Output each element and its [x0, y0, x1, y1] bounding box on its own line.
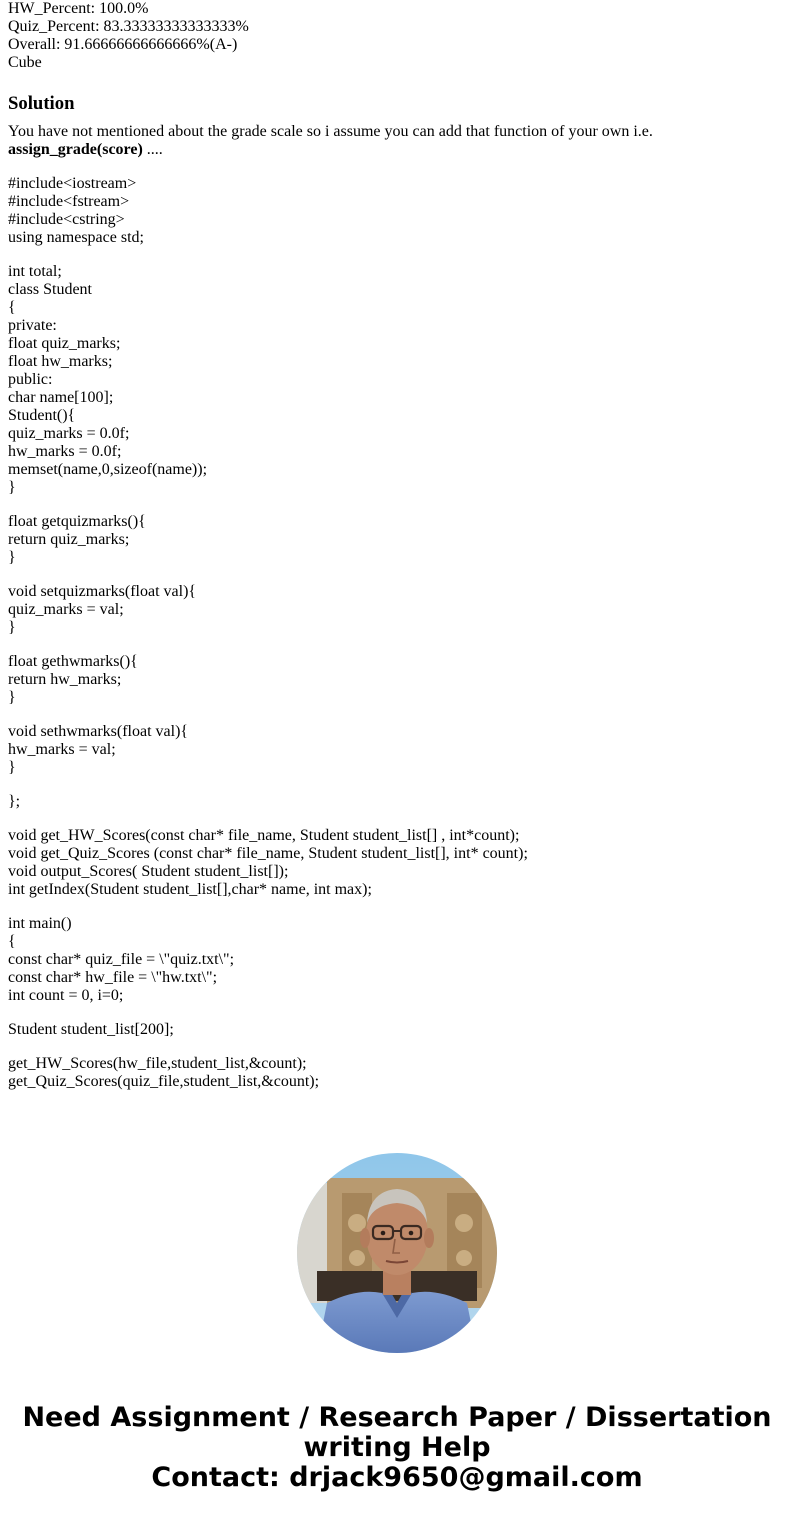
code-line: void setquizmarks(float val){ — [8, 583, 197, 600]
code-line: Student student_list[200]; — [8, 1021, 174, 1038]
code-line: } — [8, 549, 16, 566]
solution-intro — [8, 123, 786, 159]
code-block-main — [8, 915, 786, 1005]
code-line: void get_HW_Scores(const char* file_name, Student student_list[] , int*count); — [8, 827, 520, 844]
author-avatar — [297, 1153, 497, 1353]
promo-line-1: Need Assignment / Research Paper / Dissertation — [22, 1402, 772, 1433]
overall-line: Overall: 91.66666666666666%(A-) — [8, 36, 238, 53]
function-name: assign_grade(score) — [8, 141, 143, 158]
code-line: }; — [8, 793, 21, 810]
ellipsis: .... — [142, 141, 163, 158]
code-line: return hw_marks; — [8, 671, 122, 688]
code-line: const char* quiz_file = \"quiz.txt\"; — [8, 951, 235, 968]
code-line: void output_Scores( Student student_list[]); — [8, 863, 289, 880]
code-line: using namespace std; — [8, 229, 144, 246]
quiz-percent-line: Quiz_Percent: 83.33333333333333% — [8, 18, 249, 35]
code-line: void get_Quiz_Scores (const char* file_name, Student student_list[], int* count); — [8, 845, 528, 862]
code-block-calls — [8, 1055, 786, 1091]
code-block-class-head — [8, 263, 786, 497]
code-line: } — [8, 759, 16, 776]
code-line: } — [8, 479, 16, 496]
code-block-getquizmarks — [8, 513, 786, 567]
code-line: get_HW_Scores(hw_file,student_list,&count); — [8, 1055, 307, 1072]
code-block-prototypes — [8, 827, 786, 899]
code-block-gethwmarks — [8, 653, 786, 707]
code-block-sethwmarks — [8, 723, 786, 777]
code-line: return quiz_marks; — [8, 531, 130, 548]
code-line: Student(){ — [8, 407, 76, 424]
code-line: #include<iostream> — [8, 175, 137, 192]
code-line: void sethwmarks(float val){ — [8, 723, 189, 740]
code-line: quiz_marks = 0.0f; — [8, 425, 130, 442]
code-block-includes — [8, 175, 786, 247]
promo-contact[interactable]: Contact: drjack9650@gmail.com — [151, 1462, 643, 1493]
solution-heading: Solution — [8, 93, 75, 114]
code-line: #include<fstream> — [8, 193, 130, 210]
code-line: hw_marks = 0.0f; — [8, 443, 122, 460]
code-line: int count = 0, i=0; — [8, 987, 124, 1004]
article-body — [8, 0, 786, 1091]
code-line: } — [8, 689, 16, 706]
code-block-setquizmarks — [8, 583, 786, 637]
code-line: public: — [8, 371, 53, 388]
code-line: float hw_marks; — [8, 353, 113, 370]
hw-percent-line: HW_Percent: 100.0% — [8, 0, 149, 17]
code-line: quiz_marks = val; — [8, 601, 124, 618]
code-block-student-list — [8, 1021, 786, 1039]
code-block-class-end — [8, 793, 786, 811]
code-line: const char* hw_file = \"hw.txt\"; — [8, 969, 218, 986]
code-line: #include<cstring> — [8, 211, 125, 228]
code-line: get_Quiz_Scores(quiz_file,student_list,&count); — [8, 1073, 320, 1090]
code-line: float getquizmarks(){ — [8, 513, 146, 530]
promo-line-2: writing Help — [303, 1432, 491, 1463]
code-line: memset(name,0,sizeof(name)); — [8, 461, 208, 478]
code-line: float gethwmarks(){ — [8, 653, 138, 670]
code-line: char name[100]; — [8, 389, 114, 406]
shape-line: Cube — [8, 54, 42, 71]
code-line: int total; — [8, 263, 62, 280]
intro-text: You have not mentioned about the grade scale so i assume you can add that function of your own i.e. — [8, 123, 653, 140]
code-line: private: — [8, 317, 57, 334]
code-line: class Student — [8, 281, 92, 298]
code-line: float quiz_marks; — [8, 335, 121, 352]
code-line: { — [8, 299, 16, 316]
code-line: { — [8, 933, 16, 950]
author-photo — [297, 1153, 497, 1353]
code-line: int main() — [8, 915, 72, 932]
promo-banner — [0, 1403, 794, 1493]
code-line: } — [8, 619, 16, 636]
code-line: hw_marks = val; — [8, 741, 116, 758]
code-line: int getIndex(Student student_list[],char* name, int max); — [8, 881, 372, 898]
